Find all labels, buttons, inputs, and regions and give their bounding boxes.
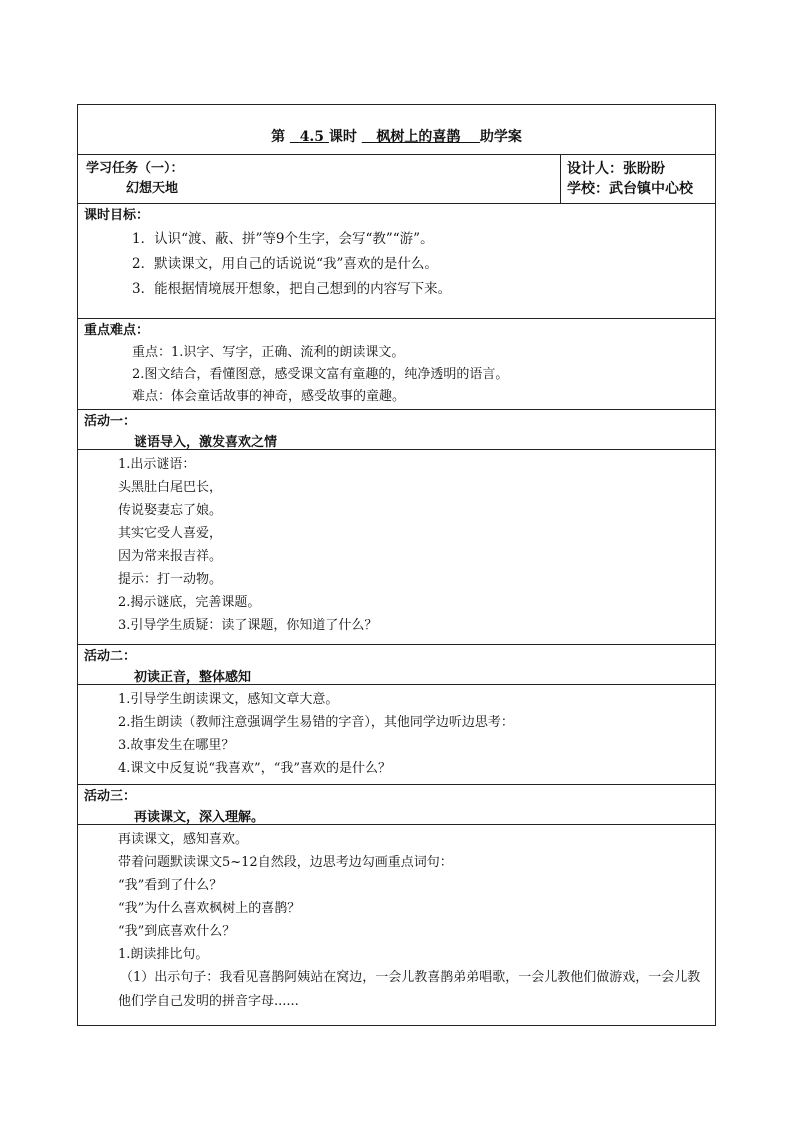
school-name: 学校：武台镇中心校 xyxy=(567,181,693,197)
activity3-line: 再读课文，感知喜欢。 xyxy=(118,832,249,847)
goal-item: 2．默读课文，用自己的话说说“我”喜欢的是什么。 xyxy=(132,256,438,272)
title-lesson-name: 枫树上的喜鹊 xyxy=(376,129,461,145)
activity2-subtitle: 初读正音，整体感知 xyxy=(134,670,252,685)
designer-cell xyxy=(561,155,715,203)
activity1-line: 提示：打一动物。 xyxy=(118,572,223,587)
activity3-line: “我”看到了什么？ xyxy=(118,878,223,893)
activity3-subtitle: 再读课文，深入理解。 xyxy=(134,810,265,825)
activity1-line: 1.出示谜语： xyxy=(118,457,196,472)
activity1-subtitle: 谜语导入，激发喜欢之情 xyxy=(134,435,278,450)
key-point-line: 2.图文结合，看懂图意，感受课文富有童趣的，纯净透明的语言。 xyxy=(132,367,509,382)
activity1-line: 传说娶妻忘了娘。 xyxy=(118,503,223,518)
activity2-header xyxy=(78,645,715,685)
activity1-line: 3.引导学生质疑：读了课题，你知道了什么？ xyxy=(118,618,378,633)
activity1-body xyxy=(78,450,715,645)
activity3-line: “我”为什么喜欢枫树上的喜鹊？ xyxy=(118,901,301,916)
activity2-line: 4.课文中反复说“我喜欢”，“我”喜欢的是什么？ xyxy=(118,761,391,776)
activity1-line: 头黑肚白尾巴长， xyxy=(118,480,223,495)
activity1-heading: 活动一： xyxy=(84,414,137,429)
title-suffix: 助学案 xyxy=(479,129,522,145)
lesson-plan-table xyxy=(77,104,716,1026)
goal-item: 3．能根据情境展开想象，把自己想到的内容写下来。 xyxy=(132,281,452,297)
activity2-line: 2.指生朗读（教师注意强调学生易错的字音），其他同学边听边思考： xyxy=(118,715,514,730)
key-point-line: 重点：1.识字、写字，正确、流利的朗读课文。 xyxy=(132,345,405,360)
activity2-line: 3.故事发生在哪里？ xyxy=(118,738,235,753)
activity3-header xyxy=(78,785,715,825)
activity3-heading: 活动三： xyxy=(84,789,137,804)
key-point-line: 难点：体会童话故事的神奇，感受故事的童趣。 xyxy=(132,389,406,404)
designer-name: 设计人：张盼盼 xyxy=(567,161,665,177)
activity1-line: 因为常来报吉祥。 xyxy=(118,549,223,564)
task-label: 学习任务（一）： xyxy=(86,161,184,176)
goals-section xyxy=(78,204,715,319)
key-points-heading: 重点难点： xyxy=(84,323,150,338)
activity2-heading: 活动二： xyxy=(84,649,137,664)
title-mid: 课时 xyxy=(328,129,357,145)
activity3-line: “我”到底喜欢什么？ xyxy=(118,924,236,939)
activity1-line: 2.揭示谜底，完善课题。 xyxy=(118,595,261,610)
task-cell xyxy=(78,155,561,203)
title-lesson-no: 4.5 xyxy=(299,129,325,145)
task-row xyxy=(78,155,715,204)
activity2-line: 1.引导学生朗读课文，感知文章大意。 xyxy=(118,692,339,707)
activity1-line: 其实它受人喜爱， xyxy=(118,526,223,541)
goals-heading: 课时目标： xyxy=(84,208,150,223)
task-name: 幻想天地 xyxy=(126,181,179,196)
activity3-body xyxy=(78,825,715,1025)
activity3-paragraph: （1）出示句子：我看见喜鹊阿姨站在窝边，一会儿教喜鹊弟弟唱歌，一会儿教他们做游戏，一会儿教他们学自己发明的拼音字母...... xyxy=(118,970,701,1009)
activity1-header xyxy=(78,410,715,450)
activity3-line: 带着问题默读课文5~12自然段，边思考边勾画重点词句： xyxy=(118,855,453,870)
page-title xyxy=(78,105,715,155)
goal-item: 1．认识“渡、蔽、拼”等9个生字，会写“教”“游”。 xyxy=(132,231,434,247)
title-prefix: 第 xyxy=(271,129,286,145)
key-points-section xyxy=(78,319,715,410)
activity3-line: 1.朗读排比句。 xyxy=(118,947,209,962)
activity2-body xyxy=(78,685,715,785)
